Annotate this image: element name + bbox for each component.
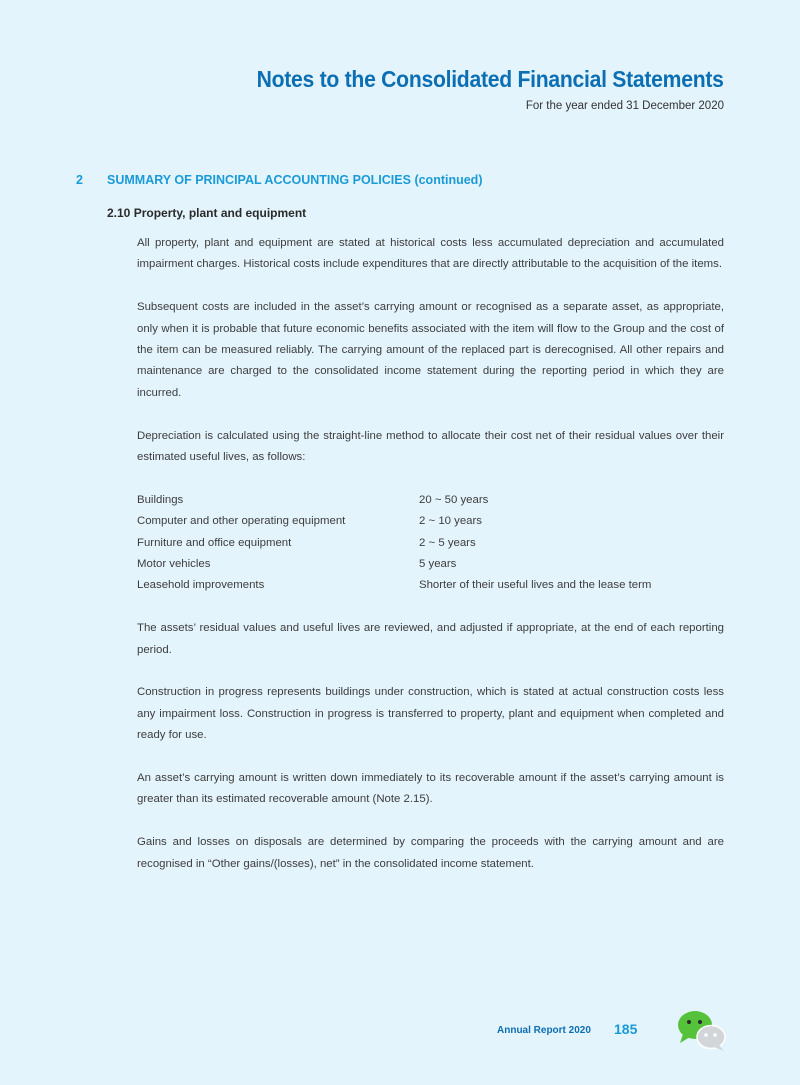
section-number: 2	[76, 173, 83, 187]
useful-lives-table	[137, 490, 724, 597]
footer-report-label: Annual Report 2020	[497, 1025, 591, 1036]
table-row	[137, 575, 724, 596]
table-row	[137, 490, 724, 511]
asset-name: Computer and other operating equipment	[137, 515, 346, 528]
useful-life: 2 ~ 10 years	[419, 515, 483, 528]
asset-name: Furniture and office equipment	[137, 536, 292, 549]
grey-bubble-icon	[697, 1026, 725, 1052]
section-continued: (continued)	[414, 173, 483, 187]
useful-life: 20 ~ 50 years	[419, 493, 489, 506]
useful-life: 2 ~ 5 years	[419, 536, 476, 549]
paragraph: Gains and losses on disposals are determined by comparing the proceeds with the carrying amount and are recognised in “Other gains/(losses), net” in the consolidated income statement.	[137, 836, 724, 870]
section-title: SUMMARY OF PRINCIPAL ACCOUNTING POLICIES	[107, 173, 411, 187]
useful-life: Shorter of their useful lives and the lease term	[419, 579, 652, 592]
page-number: 185	[614, 1021, 638, 1037]
table-row	[137, 533, 724, 554]
paragraph: All property, plant and equipment are stated at historical costs less accumulated depreciation and accumulated impairment charges. Historical costs include expenditures that are directly attributable to the acquisition of the items.	[137, 237, 724, 271]
asset-name: Leasehold improvements	[137, 579, 265, 592]
paragraph: An asset’s carrying amount is written down immediately to its recoverable amount if the asset’s carrying amount is greater than its estimated recoverable amount (Note 2.15).	[137, 771, 724, 806]
paragraph: Construction in progress represents buildings under construction, which is stated at actual construction costs less any impairment loss. Construction in progress is transferred to property, plant and equipment when completed and ready for use.	[137, 686, 724, 742]
wechat-chat-bubbles-icon	[677, 1010, 727, 1052]
asset-name: Buildings	[137, 493, 184, 506]
section-body	[137, 233, 724, 896]
paragraph: Subsequent costs are included in the asset’s carrying amount or recognised as a separate asset, as appropriate, only when it is probable that future economic benefits associated with the item will flow to the Group and the cost of the item can be measured reliably. The carrying amount of the replaced part is derecognised. All other repairs and maintenance are charged to the consolidated income statement during the reporting period in which they are incurred.	[137, 301, 724, 399]
table-row	[137, 511, 724, 532]
table-row	[137, 554, 724, 575]
page-subtitle: For the year ended 31 December 2020	[525, 100, 724, 112]
paragraph: Depreciation is calculated using the straight-line method to allocate their cost net of their residual values over their estimated useful lives, as follows:	[137, 429, 724, 464]
section-heading	[76, 173, 482, 187]
paragraph: The assets’ residual values and useful lives are reviewed, and adjusted if appropriate, at the end of each reporting period.	[137, 622, 724, 656]
subsection-heading: 2.10 Property, plant and equipment	[107, 206, 307, 220]
useful-life: 5 years	[419, 558, 457, 570]
page-title: Notes to the Consolidated Financial Statements	[256, 66, 724, 92]
asset-name: Motor vehicles	[137, 558, 211, 570]
